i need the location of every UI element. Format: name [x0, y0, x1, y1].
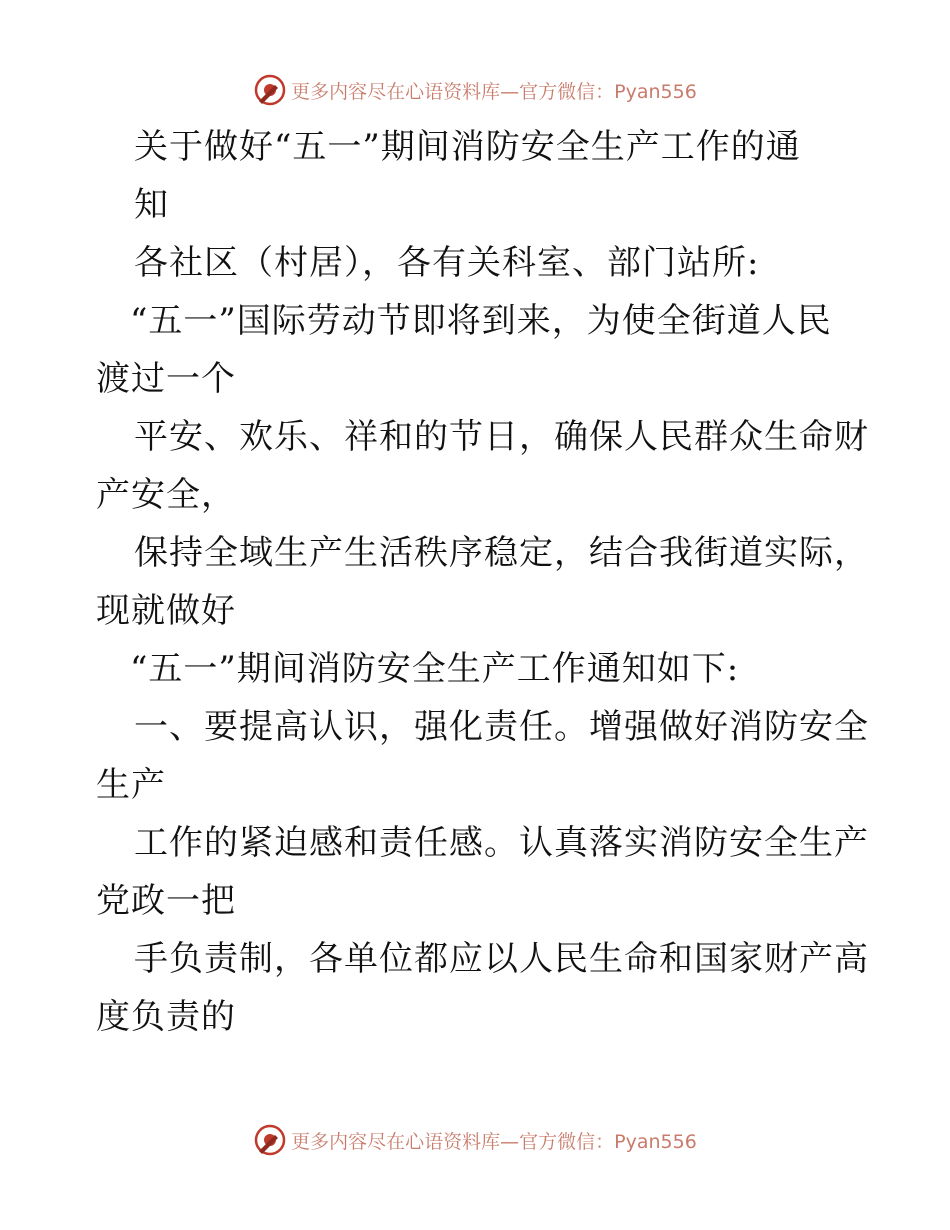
- document-body: [96, 118, 869, 1046]
- paragraph-line: 现就做好: [96, 591, 236, 631]
- paragraph-line: 平安、欢乐、祥和的节日，确保人民群众生命财: [134, 417, 869, 457]
- paragraph-line: 手负责制，各单位都应以人民生命和国家财产高: [134, 939, 869, 979]
- header-watermark: [0, 70, 950, 110]
- document-title-line-1: 关于做好“五一”期间消防安全生产工作的通: [134, 127, 801, 167]
- watermark-text: 更多内容尽在心语资料库—官方微信：Pyan556: [291, 1130, 697, 1153]
- watermark-text: 更多内容尽在心语资料库—官方微信：Pyan556: [291, 80, 697, 103]
- section-heading-line: 一、要提高认识，强化责任。增强做好消防安全: [134, 707, 869, 747]
- paragraph-line: 生产: [96, 765, 166, 805]
- document-title-line-2: 知: [134, 185, 169, 225]
- paragraph-line: “五一”国际劳动节即将到来，为使全街道人民: [130, 301, 832, 341]
- paragraph-line: 产安全，: [96, 475, 236, 515]
- paragraph-line: 保持全域生产生活秩序稳定，结合我街道实际，: [134, 533, 869, 573]
- salutation: 各社区（村居），各有关科室、部门站所:: [134, 243, 760, 283]
- paragraph-line: 党政一把: [96, 881, 236, 921]
- pen-logo-icon: [253, 73, 287, 107]
- paragraph-line: 度负责的: [96, 997, 236, 1037]
- pen-logo-icon: [253, 1123, 287, 1157]
- paragraph-line: 工作的紧迫感和责任感。认真落实消防安全生产: [134, 823, 869, 863]
- paragraph-line: 渡过一个: [96, 359, 236, 399]
- paragraph-line: “五一”期间消防安全生产工作通知如下:: [130, 649, 740, 689]
- footer-watermark: [0, 1120, 950, 1160]
